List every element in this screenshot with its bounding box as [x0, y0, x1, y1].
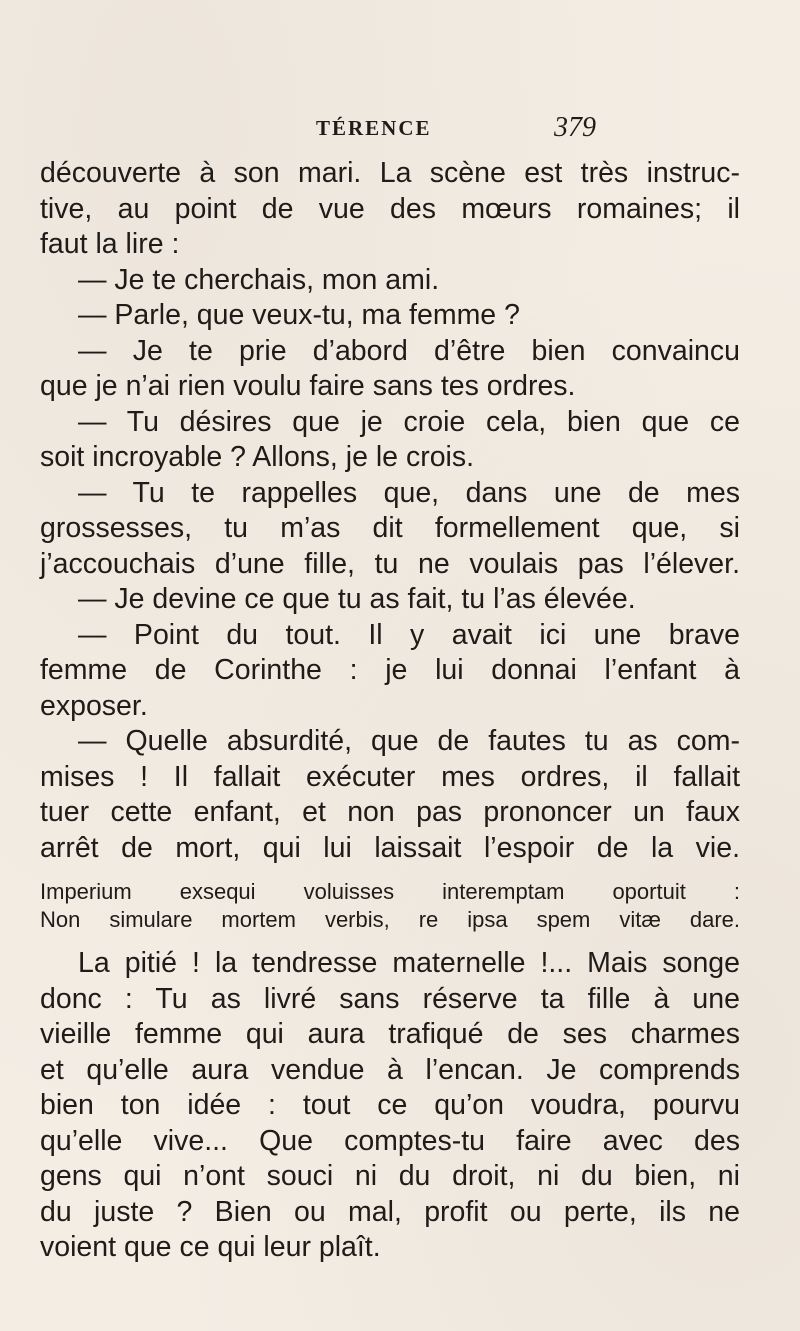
text-line: découverte à son mari. La scène est très instruc-	[40, 157, 740, 189]
text-line: — Point du tout. Il y avait ici une brave	[78, 618, 740, 651]
text-line: tive, au point de vue des mœurs romaines; il	[40, 192, 740, 225]
text-line: exposer.	[40, 689, 148, 722]
text-line: faut la lire :	[40, 228, 180, 260]
text-line: gens qui n’ont souci ni du droit, ni du bien, ni	[40, 1160, 740, 1192]
text-line: mises ! Il fallait exécuter mes ordres, il fallait	[40, 760, 740, 793]
running-title: TÉRENCE	[316, 116, 432, 140]
running-head	[40, 112, 780, 156]
quote-line: Non simulare mortem verbis, re ipsa spem vitæ dare.	[40, 907, 740, 932]
text-line: et qu’elle aura vendue à l’encan. Je comprends	[40, 1053, 740, 1086]
body-text	[40, 156, 740, 1266]
text-line: bien ton idée : tout ce qu’on voudra, pourvu	[40, 1089, 740, 1121]
text-line: — Je te cherchais, mon ami.	[78, 263, 440, 296]
text-line: — Je devine ce que tu as fait, tu l’as élevée.	[78, 583, 636, 615]
text-line: femme de Corinthe : je lui donnai l’enfant à	[40, 654, 740, 686]
text-line: vieille femme qui aura trafiqué de ses charmes	[40, 1018, 740, 1050]
text-line: — Tu désires que je croie cela, bien que ce	[78, 405, 740, 438]
text-line: grossesses, tu m’as dit formellement que, si	[40, 512, 740, 544]
text-line: arrêt de mort, qui lui laissait l’espoir de la vie.	[40, 831, 740, 864]
text-line: j’accouchais d’une fille, tu ne voulais pas l’élever.	[40, 547, 740, 580]
text-line: — Tu te rappelles que, dans une de mes	[78, 476, 740, 509]
text-line: voient que ce qui leur plaît.	[40, 1231, 381, 1263]
text-line: du juste ? Bien ou mal, profit ou perte, ils ne	[40, 1195, 740, 1228]
text-line: soit incroyable ? Allons, je le crois.	[40, 441, 475, 473]
latin-quotation	[40, 878, 740, 934]
text-line: — Parle, que veux-tu, ma femme ?	[78, 299, 520, 331]
page-number: 379	[554, 112, 596, 143]
text-line: qu’elle vive... Que comptes-tu faire avec des	[40, 1124, 740, 1157]
text-line: donc : Tu as livré sans réserve ta fille à une	[40, 982, 740, 1015]
text-line: que je n’ai rien voulu faire sans tes ordres.	[40, 370, 576, 402]
text-line: — Quelle absurdité, que de fautes tu as com-	[78, 725, 740, 757]
quote-line: Imperium exsequi voluisses interemptam oportuit :	[40, 879, 740, 904]
text-line: tuer cette enfant, et non pas prononcer un faux	[40, 796, 740, 828]
text-line: La pitié ! la tendresse maternelle !... Mais songe	[78, 947, 740, 979]
text-line: — Je te prie d’abord d’être bien convaincu	[78, 334, 740, 367]
